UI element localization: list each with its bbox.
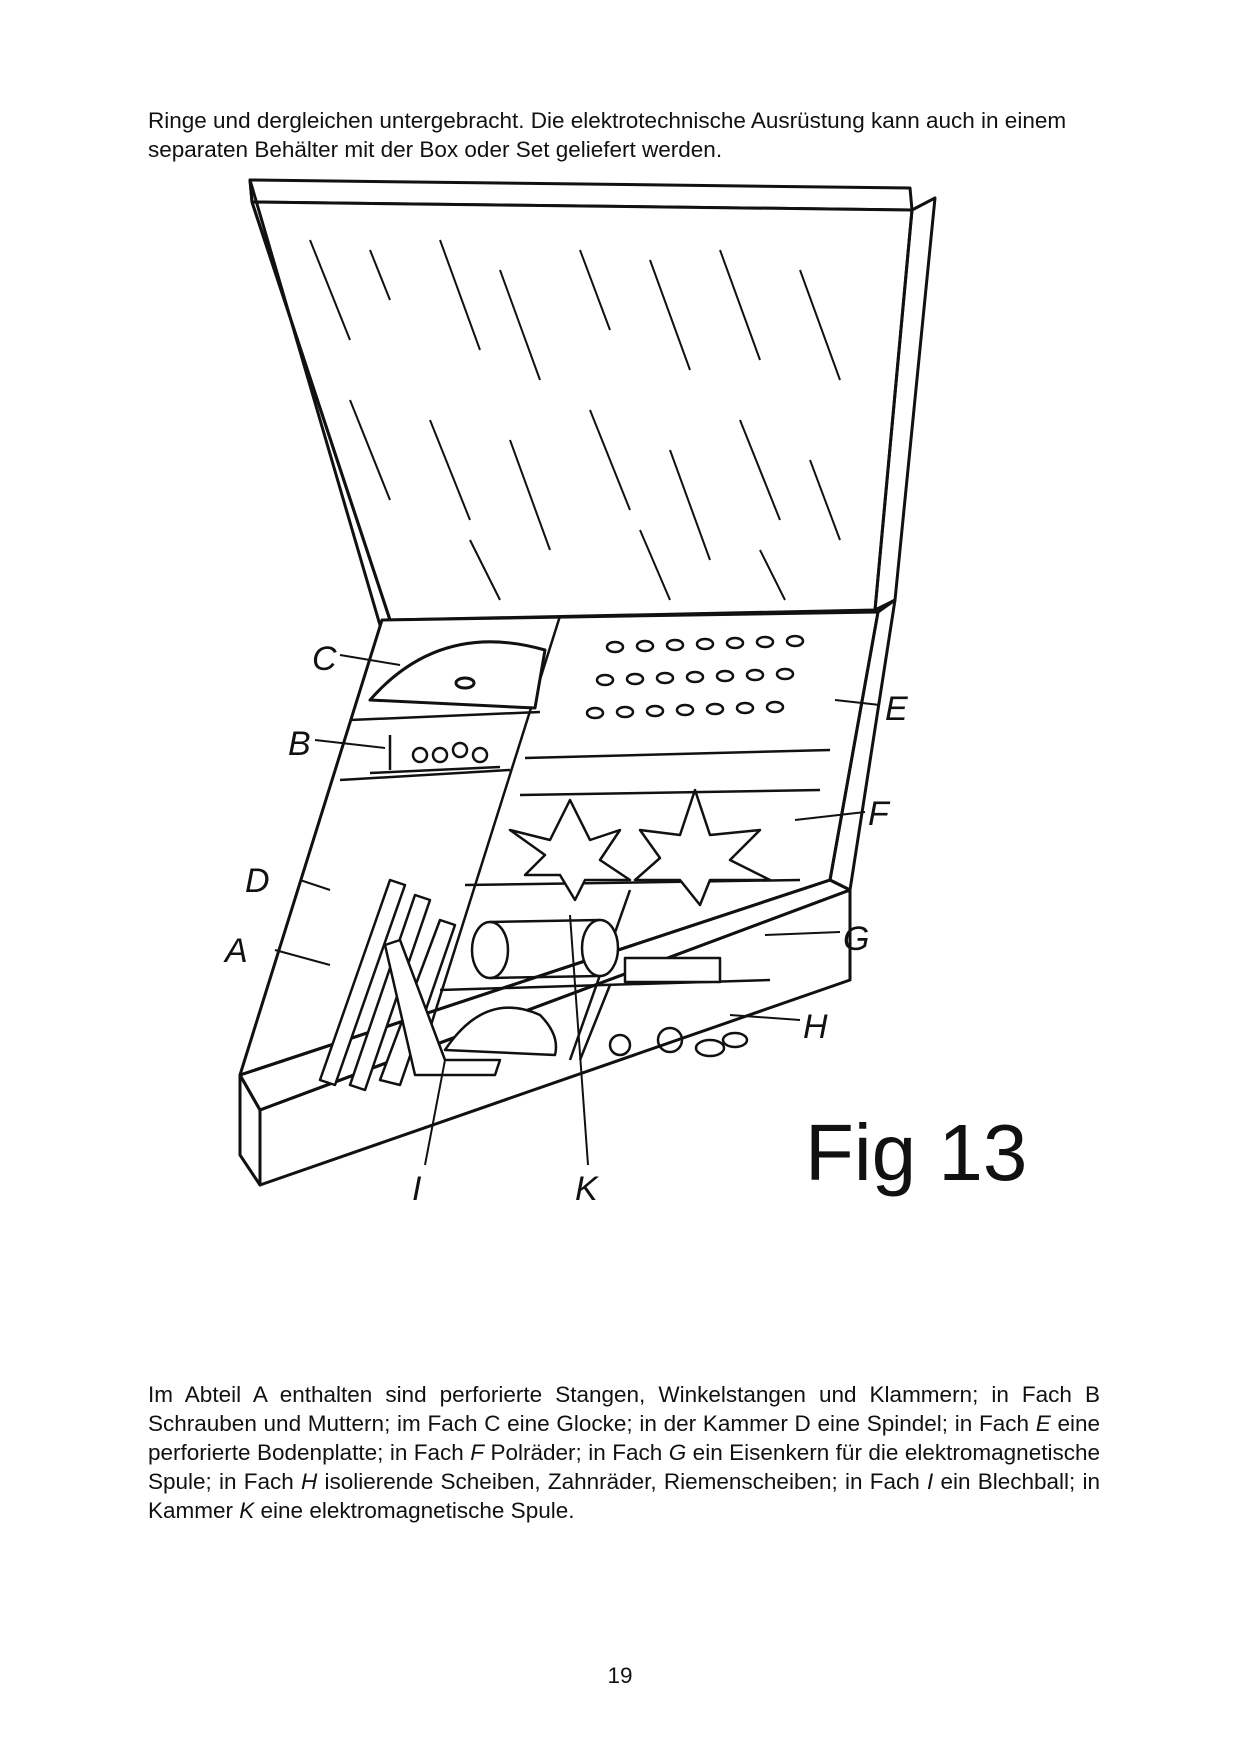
label-f: F: [868, 795, 889, 833]
text-run: Polräder; in Fach: [484, 1440, 669, 1465]
box-body: [240, 600, 895, 1185]
label-a: A: [225, 932, 248, 970]
label-g: G: [843, 920, 870, 958]
label-e: E: [885, 690, 908, 728]
figure-caption: Fig 13: [805, 1108, 1028, 1197]
text-run: ein Eisenkern für die elektromagnetische Spule; in Fach: [148, 1440, 1100, 1494]
text-run: H: [301, 1469, 318, 1494]
label-d: D: [245, 862, 270, 900]
text-run: Im Abteil A enthalten sind perforierte Stangen, Winkelstangen und Klammern; in Fach B Schrauben und Muttern; im Fach C eine Glocke; in der Kammer D eine Spindel; in Fach: [148, 1382, 1100, 1436]
text-run: ein Blechball; in Kammer: [148, 1469, 1100, 1523]
label-c: C: [312, 640, 337, 678]
figure-13-illustration: [225, 180, 1100, 1360]
label-i: I: [412, 1170, 422, 1208]
label-k: K: [575, 1170, 598, 1208]
text-run: K: [239, 1498, 255, 1523]
tin-ball: [445, 1008, 556, 1055]
paragraph-top: Ringe und dergleichen untergebracht. Die elektrotechnische Ausrüstung kann auch in einem separaten Behälter mit der Box oder Set geliefert werden.: [148, 108, 1067, 162]
page-number: 19: [607, 1663, 633, 1688]
text-run: G: [668, 1440, 687, 1465]
label-b: B: [288, 725, 311, 763]
label-h: H: [803, 1008, 828, 1046]
text-run: F: [470, 1440, 485, 1465]
iron-core: [625, 958, 720, 982]
text-run: eine elektromagnetische Spule.: [254, 1498, 575, 1523]
box-lid: [250, 180, 935, 632]
text-run: E: [1035, 1411, 1051, 1436]
text-run: isolierende Scheiben, Zahnräder, Riemenscheiben; in Fach: [317, 1469, 927, 1494]
washers-and-gears: [610, 1028, 747, 1056]
paragraph-bottom: [148, 1380, 1100, 1525]
text-run: I: [926, 1469, 934, 1494]
text-run: eine perforierte Bodenplatte; in Fach: [148, 1411, 1100, 1465]
